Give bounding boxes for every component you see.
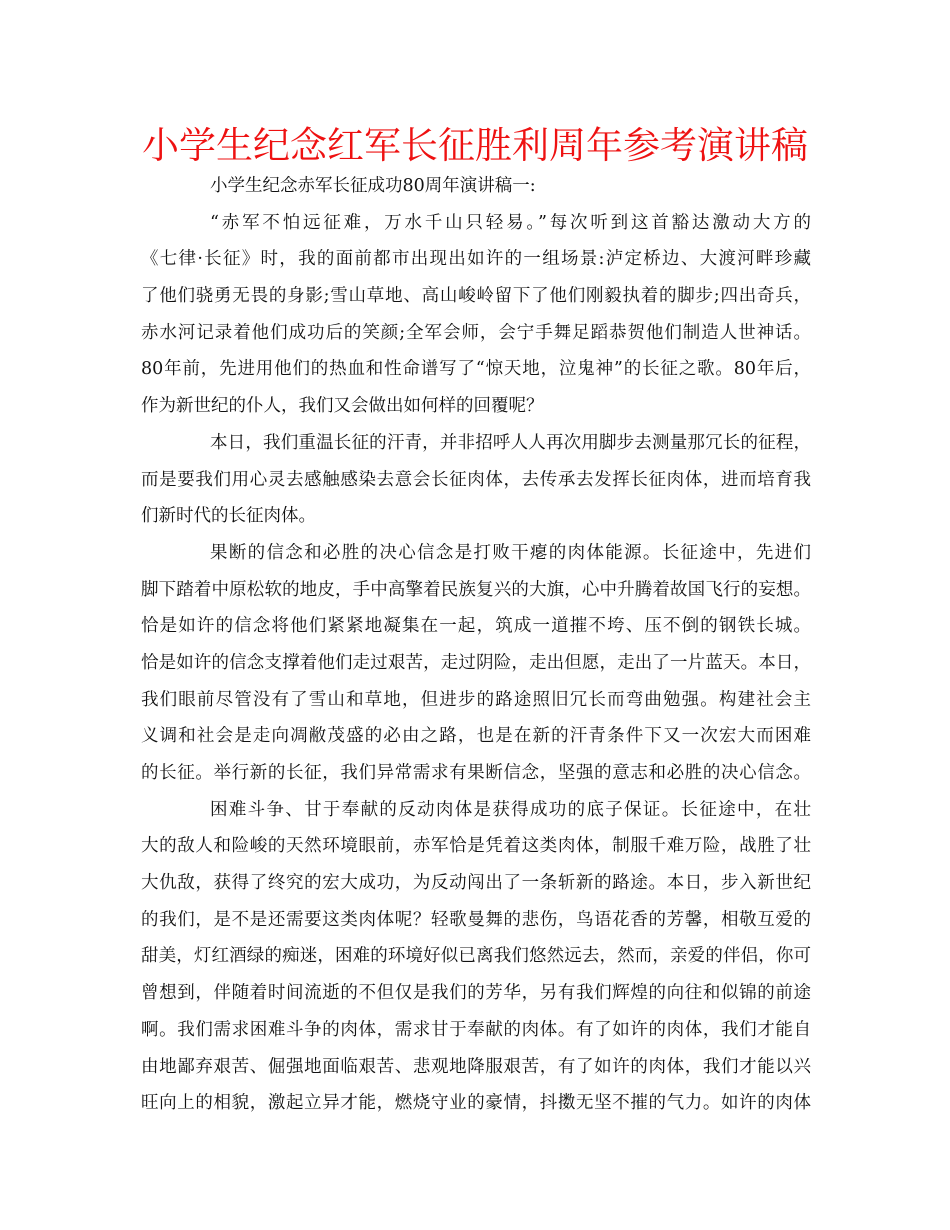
body-line: 赤水河记录着他们成功后的笑颜;全军会师，会宁手舞足蹈恭贺他们制造人世神话。 (141, 322, 811, 343)
body-line: 的长征。举行新的长征，我们异常需求有果断信念，坚强的意志和必胜的决心信念。 (141, 763, 811, 783)
body-line: 由地鄙弃艰苦、倔强地面临艰苦、悲观地降服艰苦，有了如许的肉体，我们才能以兴 (141, 1056, 811, 1077)
body-line: 啊。我们需求困难斗争的肉体，需求甘于奉献的肉体。有了如许的肉体，我们才能自 (141, 1019, 811, 1040)
document-title: 小学生纪念红军长征胜利周年参考演讲稿 (142, 124, 808, 167)
body-line: 作为新世纪的仆人，我们又会做出如何样的回覆呢？ (141, 396, 544, 417)
body-line: 80年前，先进用他们的热血和性命谱写了“惊天地，泣鬼神”的长征之歌。80年后， (141, 359, 811, 380)
body-line: 而是要我们用心灵去感触感染去意会长征肉体，去传承去发挥长征肉体，进而培育我 (141, 469, 811, 490)
body-line: 旺向上的相貌，激起立异才能，燃烧守业的豪情，抖擞无坚不摧的气力。如许的肉体 (141, 1093, 811, 1114)
body-line: 脚下踏着中原松软的地皮，手中高擎着民族复兴的大旗，心中升腾着故国飞行的妄想。 (141, 579, 811, 600)
body-line: 甜美，灯红酒绿的痴迷，困难的环境好似已离我们悠然远去，然而，亲爱的伴侣，你可 (141, 946, 811, 967)
body-line: 义调和社会是走向凋敝茂盛的必由之路，也是在新的汗青条件下又一次宏大而困难 (141, 726, 811, 747)
body-line: 们新时代的长征肉体。 (141, 506, 316, 527)
body-line: “赤军不怕远征难，万水千山只轻易。”每次听到这首豁达激动大方的 (210, 212, 811, 233)
body-line: 果断的信念和必胜的决心信念是打败干瘪的肉体能源。长征途中，先进们 (210, 542, 811, 563)
body-line: 曾想到，伴随着时间流逝的不但仅是我们的芳华，另有我们辉煌的向往和似锦的前途 (141, 983, 811, 1004)
body-line: 恰是如许的信念支撑着他们走过艰苦，走过阴险，走出但愿，走出了一片蓝天。本日， (141, 652, 811, 673)
body-line: 我们眼前尽管没有了雪山和草地，但进步的路途照旧冗长而弯曲勉强。构建社会主 (141, 689, 811, 710)
body-line: 困难斗争、甘于奉献的反动肉体是获得成功的底子保证。长征途中，在壮 (210, 799, 811, 820)
document-body (141, 168, 811, 1122)
body-line: 恰是如许的信念将他们紧紧地凝集在一起，筑成一道摧不垮、压不倒的钢铁长城。 (141, 616, 811, 637)
body-line: 《七律·长征》时，我的面前都市出现出如许的一组场景:泸定桥边、大渡河畔珍藏 (141, 249, 811, 270)
body-line: 本日，我们重温长征的汗青，并非招呼人人再次用脚步去测量那冗长的征程， (210, 432, 811, 453)
body-line: 大仇敌，获得了终究的宏大成功，为反动闯出了一条斩新的路途。本日，步入新世纪 (141, 873, 811, 894)
body-line: 大的敌人和险峻的天然环境眼前，赤军恰是凭着这类肉体，制服千难万险，战胜了壮 (141, 836, 811, 857)
body-line: 小学生纪念赤军长征成功80周年演讲稿一: (210, 176, 536, 196)
body-line: 了他们骁勇无畏的身影;雪山草地、高山峻岭留下了他们刚毅执着的脚步;四出奇兵， (141, 286, 811, 307)
body-line: 的我们，是不是还需要这类肉体呢？轻歌曼舞的悲伤，鸟语花香的芳馨，相敬互爱的 (141, 909, 811, 930)
